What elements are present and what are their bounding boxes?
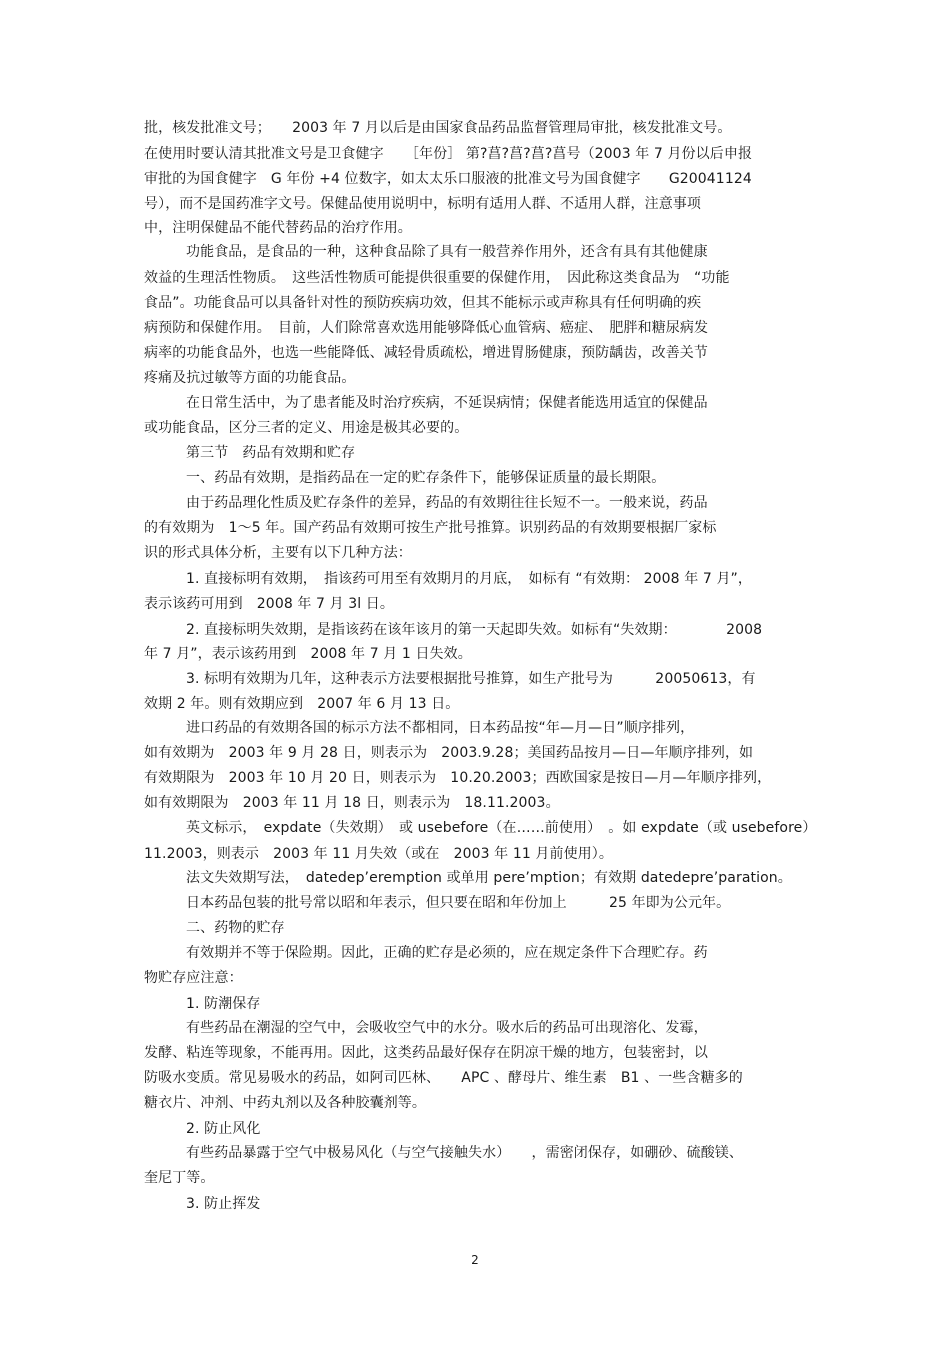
text-line: 功能食品，是食品的一种，这种食品除了具有一般营养作用外，还含有具有其他健康 xyxy=(186,244,708,260)
text-line: 的有效期为 1～5 年。国产药品有效期可按生产批号推算。识别药品的有效期要根据厂家标 xyxy=(144,520,717,536)
text-line: 3. 防止挥发 xyxy=(186,1196,261,1212)
text-line: 中，注明保健品不能代替药品的治疗作用。 xyxy=(144,220,412,236)
text-line: 在使用时要认清其批准文号是卫食健字 ［年份］ 第?菖?菖?菖?菖号（2003 年 7 月份以后申报 xyxy=(144,146,753,162)
text-line: 防吸水变质。常见易吸水的药品，如阿司匹林、 APC 、酵母片、维生素 B1 、一些含糖多的 xyxy=(144,1070,743,1086)
text-line: 表示该药可用到 2008 年 7 月 3l 日。 xyxy=(144,596,394,612)
text-line: 糖衣片、冲剂、中药丸剂以及各种胶囊剂等。 xyxy=(144,1095,426,1111)
text-line: 英文标示， expdate（失效期） 或 usebefore（在……前使用） 。如 expdate（或 usebefore） xyxy=(186,820,817,836)
text-line: 病率的功能食品外，也选一些能降低、减轻骨质疏松，增进胃肠健康，预防龋齿，改善关节 xyxy=(144,345,708,361)
text-line: 病预防和保健作用。 目前，人们除常喜欢选用能够降低心血管病、癌症、 肥胖和糖尿病发 xyxy=(144,320,709,336)
text-line: 发酵、粘连等现象，不能再用。因此，这类药品最好保存在阴凉干燥的地方，包装密封，以 xyxy=(144,1045,708,1061)
section-heading: 二、药物的贮存 xyxy=(186,920,285,936)
text-line: 2. 直接标明失效期，是指该药在该年该月的第一天起即失效。如标有“失效期： 2008 xyxy=(186,622,763,638)
text-line: 1. 直接标明有效期， 指该药可用至有效期月的月底， 如标有 “有效期： 2008 年 7 月”， xyxy=(186,571,752,587)
text-line: 物贮存应注意： xyxy=(144,970,243,986)
text-line: 有效期并不等于保险期。因此，正确的贮存是必须的，应在规定条件下合理贮存。药 xyxy=(186,945,708,961)
text-line: 号），而不是国药准字文号。保健品使用说明中，标明有适用人群、不适用人群，注意事项 xyxy=(144,196,701,212)
text-line: 识的形式具体分析，主要有以下几种方法： xyxy=(144,545,412,561)
text-line: 在日常生活中，为了患者能及时治疗疾病，不延误病情；保健者能选用适宜的保健品 xyxy=(186,395,708,411)
text-line: 奎尼丁等。 xyxy=(144,1170,215,1186)
text-line: 效益的生理活性物质。 这些活性物质可能提供很重要的保健作用， 因此称这类食品为 “功能 xyxy=(144,270,730,286)
text-line: 有些药品暴露于空气中极易风化（与空气接触失水） ，需密闭保存，如硼砂、硫酸镁、 xyxy=(186,1145,743,1161)
text-line: 疼痛及抗过敏等方面的功能食品。 xyxy=(144,370,356,386)
text-line: 11.2003，则表示 2003 年 11 月失效（或在 2003 年 11 月前使用）。 xyxy=(144,846,613,862)
text-line: 2. 防止风化 xyxy=(186,1121,261,1137)
text-line: 3. 标明有效期为几年，这种表示方法要根据批号推算，如生产批号为 20050613，有 xyxy=(186,671,756,687)
text-line: 法文失效期写法， datedep’eremption 或单用 pere’mption；有效期 datedepre’paration。 xyxy=(186,870,792,886)
text-line: 进口药品的有效期各国的标示方法不都相同，日本药品按“年—月—日”顺序排列， xyxy=(186,720,695,736)
text-line: 有些药品在潮湿的空气中，会吸收空气中的水分。吸水后的药品可出现溶化、发霉， xyxy=(186,1020,708,1036)
page-number: 2 xyxy=(471,1253,479,1267)
text-line: 由于药品理化性质及贮存条件的差异，药品的有效期往往长短不一。一般来说，药品 xyxy=(186,495,708,511)
text-line: 1. 防潮保存 xyxy=(186,996,261,1012)
text-line: 年 7 月”，表示该药用到 2008 年 7 月 1 日失效。 xyxy=(144,646,472,662)
text-line: 食品”。功能食品可以具备针对性的预防疾病功效，但其不能标示或声称具有任何明确的疾 xyxy=(144,295,702,311)
text-line: 如有效期限为 2003 年 11 月 18 日，则表示为 18.11.2003。 xyxy=(144,795,560,811)
text-line: 一、药品有效期，是指药品在一定的贮存条件下，能够保证质量的最长期限。 xyxy=(186,470,666,486)
text-line: 有效期限为 2003 年 10 月 20 日，则表示为 10.20.2003；西欧国家是按日—月—年顺序排列， xyxy=(144,770,772,786)
text-line: 或功能食品，区分三者的定义、用途是极其必要的。 xyxy=(144,420,469,436)
text-line: 如有效期为 2003 年 9 月 28 日，则表示为 2003.9.28；美国药品按月—日—年顺序排列，如 xyxy=(144,745,754,761)
text-line: 审批的为国食健字 G 年份 +4 位数字，如太太乐口服液的批准文号为国食健字 G20041124 xyxy=(144,171,752,187)
text-line: 日本药品包装的批号常以昭和年表示，但只要在昭和年份加上 25 年即为公元年。 xyxy=(186,895,731,911)
section-heading: 第三节 药品有效期和贮存 xyxy=(186,445,356,461)
text-line: 批，核发批准文号； 2003 年 7 月以后是由国家食品药品监督管理局审批，核发批准文号。 xyxy=(144,120,732,136)
text-line: 效期 2 年。则有效期应到 2007 年 6 月 13 日。 xyxy=(144,696,460,712)
